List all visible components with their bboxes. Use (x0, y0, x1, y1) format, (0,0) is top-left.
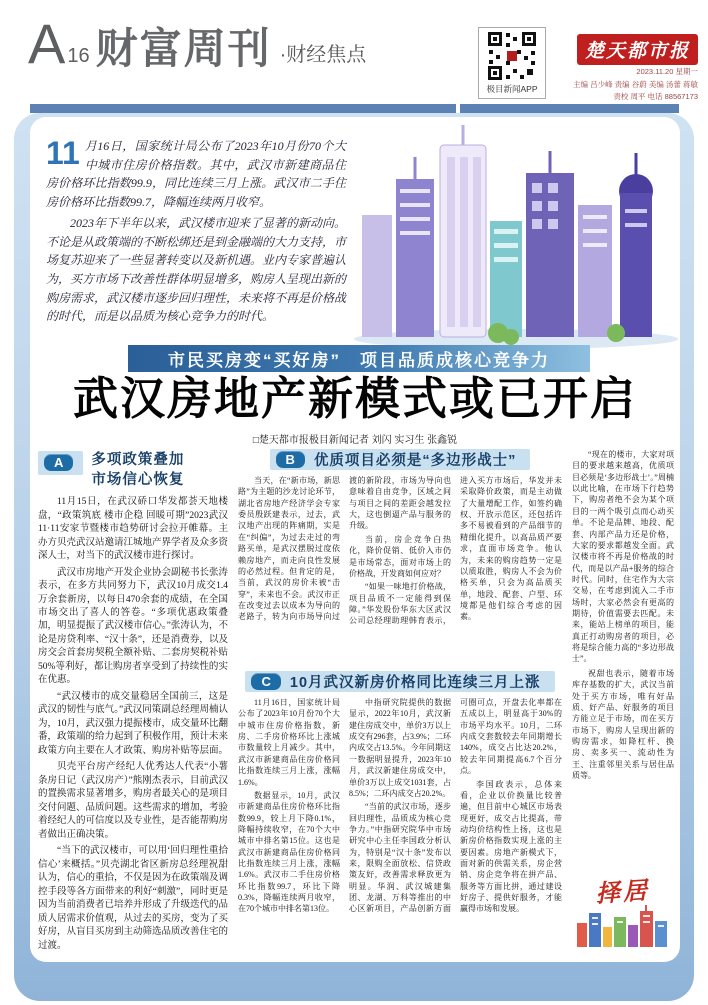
main-headline: 武汉房地产新模式或已开启 (72, 373, 637, 424)
paragraph: “武汉楼市的成交量稳居全国前三，这是武汉的韧性与底气。”武汉同策副总经理周楠认为，10月，武汉强力提振楼市，成交量环比翻番，政策端的给力起到了积极作用，预计未来政策方向主要在人才政策、购房补贴等层面。 (38, 691, 229, 756)
section-a-title-line1: 多项政策叠加 (91, 452, 185, 468)
page-header (0, 0, 708, 104)
edition-block (28, 12, 367, 75)
lede-paragraphs (46, 137, 346, 328)
date-line: 2023.11.20 星期一 (636, 67, 698, 76)
section-b-header-row (238, 449, 562, 475)
kicker-banner: 市民买房变“买好房” 项目品质成核心竞争力 (128, 345, 590, 372)
section-b-title: 优质项目必须是“多边形战士” (313, 453, 517, 469)
paragraph: 当前，房企竞争白热化，降价促销、低价入市仍是市场常态，面对市场上的价格战，开发商如何应对？ (349, 534, 451, 578)
paragraph: 祝甜也表示，随着市场库存基数的扩大，武汉当前处于买方市场，唯有好品质、好产品、好服务的项目方能立足于市场，而在买方市场下，购房人呈现出新的购房需求，如降杠杆、换房、卖多买一、流动性为王、注重邻里关系与居住品质等。 (572, 668, 674, 781)
section-name: 财富周刊 (95, 24, 272, 72)
staff-line-2: 责校 周平 电话 88567173 (613, 92, 698, 101)
hero-area (30, 117, 680, 353)
section-a-header (38, 451, 228, 490)
paragraph: 当天，在“新市场，新思路”为主题的沙龙讨论环节，湖北省房地产经济学会专家委员殷跃建表示，过去，武汉地产出现的阵痛期，实是在“纠偏”，为过去走过的弯路买单，是武汉摆脱过度依赖房地产，而走向良性发展的必然过程。但肯定的是，当前，武汉的房价未被“击穿”，未来也不会。武汉市正在改变过去以成本为导向的老路子，转为向市场导向过渡的新阶段，市场为导向也意味着自由竞争，区域之间与项目之间的差距会越发拉大，这也倒逼产品与服务的升级。 (238, 476, 451, 622)
paragraph: 数据显示，10月，武汉市新建商品住房价格环比指数99.9，较上月下降0.1%，降幅持续收窄，在70个大中城市中排名第15位。这也是武汉市新建商品住房价格同比指数连续三月上涨，涨幅1.6%。武汉市二手住房价格环比指数99.7，环比下降0.3%，降幅连续两月收窄，在70个城市中排名第13位。 (238, 790, 340, 914)
dropcap: 11 (46, 135, 80, 171)
section-a-badge: A (44, 454, 73, 471)
corner-logo-text: 择居 (595, 878, 651, 908)
section-subtitle: ·财经焦点 (279, 43, 367, 66)
page-content (30, 117, 680, 962)
newspaper-logo: 楚天都市报 (577, 34, 698, 65)
staff-line-1: 主编 吕少峰 责编 谷蔚 美编 汤蕾 蒋敏 (572, 79, 698, 89)
side-column (572, 449, 674, 956)
paragraph: “如果一味地打价格战，项目品质不一定能得到保障。”华发股份华东大区武汉公司总经理助理韩育表示，进入买方市场后，华发并未采取降价政策，而是主动做了大量增配工作，如签约确权、开放示范区，还包括许多不易被看到的产品细节的精细化提升，以高品质严要求，直面市场竞争。他认为，未来的购房趋势一定是以质取胜，购房人不会为价格买单，只会为高品质买单，地段、配套、户型、环境都是他们综合考虑的因素。 (349, 476, 562, 626)
qr-caption: 极目新闻APP (486, 84, 538, 94)
section-c-badge: C (251, 673, 280, 690)
section-b-text (238, 475, 562, 671)
header-rule-left (30, 104, 456, 113)
section-c-header-row (238, 671, 562, 697)
article-body (38, 449, 674, 955)
edition-number: 16 (67, 44, 90, 67)
section-b-badge: B (276, 451, 305, 468)
section-a (38, 449, 228, 956)
section-c-header (245, 671, 554, 692)
corner-logo (572, 878, 674, 956)
paragraph: 11月15日，在武汉硚口华发都荟天地楼盘，“政策筑底 楼市企稳 回暖可期”2023武汉11·11安家节暨楼市趋势研讨会拉开帷幕。主办方贝壳武汉站邀请江城地产界学者及众多资深人士，对当下的武汉楼市进行探讨。 (38, 497, 229, 562)
sections-b-c (238, 449, 562, 956)
lede-para-1 (46, 137, 346, 212)
masthead (560, 34, 698, 103)
section-a-title (91, 451, 184, 490)
paragraph: 贝壳平台房产经纪人优秀达人代表“小薯条房日记（武汉房产）”熊刚杰表示，目前武汉的置换需求显著增多，购房者最关心的是项目交付问题、品质问题。这些需求的增加，考验着经纪人的可信度以及专业性，是否能帮购房者做出正确决策。 (38, 762, 229, 840)
lede-text-1: 月16日，国家统计局公布了2023年10月份70个大中城市住房价格指数。其中，武汉市新建商品住房价格环比指数99.9，同比连续三月上涨。武汉市二手住房价格环比指数99.7，降幅连续两月收窄。 (46, 139, 346, 210)
section-b-side-text (572, 449, 674, 784)
paragraph: 李国政表示，总体来看，企业以价换量比较普遍，但目前中心城区市场表现更好，成交占比提高，带动均价结构性上扬，这也是新房价格指数实现上涨的主要因素。房地产新模式下，面对新的供需关系，房企营销、房企竞争将在拼产品、服务等方面比拼，通过建设好房子、提供好服务，才能赢得市场和发展。 (460, 779, 562, 914)
section-b-header (270, 449, 531, 470)
paragraph: 11月16日，国家统计局公布了2023年10月份70个大中城市住房价格指数，新房、二手房价格环比上涨城市数量较上月减少。其中，武汉市新建商品住房价格同比指数连续三月上涨，涨幅1.6%。 (238, 698, 340, 787)
corner-logo-cityscape-icon (575, 905, 671, 949)
edition-letter: A (28, 12, 66, 75)
paragraph: “现在的楼市，大家对项目的要求越来越高，优质项目必须是‘多边形战士’。”周楠以此比喻，在市场下行趋势下，购房者绝不会为某个项目的一两个吸引点而心动买单。不论是品牌、地段、配套、内部产品力还是价格，大家的要求都越发全面。武汉楼市将不再是价格战的时代，而是以产品+服务的综合时代。同时，住宅作为大宗交易，在考虑到流入二手市场时，大家必然会有更高的期待，价值需要去匹配。未来，能站上榜单的项目，能真正打动购房者的项目，必将是综合能力高的“多边形战士”。 (572, 450, 674, 664)
city-skyline-illustration (348, 117, 678, 356)
byline: □楚天都市报极目新闻记者 刘闪 实习生 张鑫锐 (252, 435, 458, 446)
qr-code-box (478, 27, 546, 99)
section-a-text (38, 496, 228, 953)
paragraph: 中指研究院提供的数据显示，2022年10月，武汉新建住房成交中，单价3万以上成交有296套，占3.9%；二环内成交占13.5%。今年同期这一数据明显提升，2023年10月，武汉新建住房成交中，单价3万以上成交1031套，占8.5%；二环内成交占20.2%。 (349, 698, 451, 798)
section-a-badge-bar (38, 451, 83, 475)
header-rule-right (460, 104, 679, 113)
paragraph: “当前的武汉市场，逐步回归理性，品质成为核心竞争力。”中指研究院华中市场研究中心主任李国政分析认为，特别是“汉十条”发布以来，限购全面放松、信贷政策友好，改善需求释放更为明显。华润、武汉城建集团、龙湖、万科等推出的中心区新项目，产品创新方面可圈可点，开盘去化率都在五成以上，明显高于30%的市场平均水平。10月，二环内成交套数较去年同期增长140%，成交占比达20.2%，较去年同期提高6.7个百分点。 (349, 698, 562, 914)
paragraph: “当下的武汉楼市，可以用‘回归理性重拾信心’来概括。”贝壳湖北省区新房总经理祝甜认为，信心的重拾，不仅是因为在政策端及调控手段等各方面带来的利好“刺激”，同时更是因为当前消费者已培养并形成了升级迭代的品质人居需求价值观，从过去的买房，变为了买好房，从盲目买房到主动筛选品质改善住宅的过渡。 (38, 846, 229, 951)
lede-para-2: 2023年下半年以来，武汉楼市迎来了显著的新动向。不论是从政策端的不断松绑还是到金融端的大力支持，市场复苏迎来了一些显著转变以及新机遇。业内专家普遍认为，买方市场下改善性群体明显增多，购房人呈现出新的购房需求，武汉楼市逐步回归理性，未来将不再是价格战的时代，而是以品质为核心竞争力的时代。 (46, 215, 347, 324)
qr-code-icon (487, 31, 537, 81)
section-a-title-line2: 市场信心恢复 (91, 471, 185, 488)
section-c-text (238, 697, 562, 949)
section-c-title: 10月武汉新房价格同比连续三月上涨 (289, 675, 541, 691)
paragraph: 武汉市房地产开发企业协会副秘书长张涛表示，在多方共同努力下，武汉10月成交1.4万余套新房，以每日470余套的成绩，在全国市场交出了喜人的答卷。“多项优惠政策叠加，明显提振了武汉楼市信心。”张涛认为，不论是房贷利率、“汉十条”，还是消费券，以及房交会首套房契税全额补贴、二套房契税补贴50%等利好，都让购房者享受到了持续性的实在优惠。 (38, 567, 229, 686)
